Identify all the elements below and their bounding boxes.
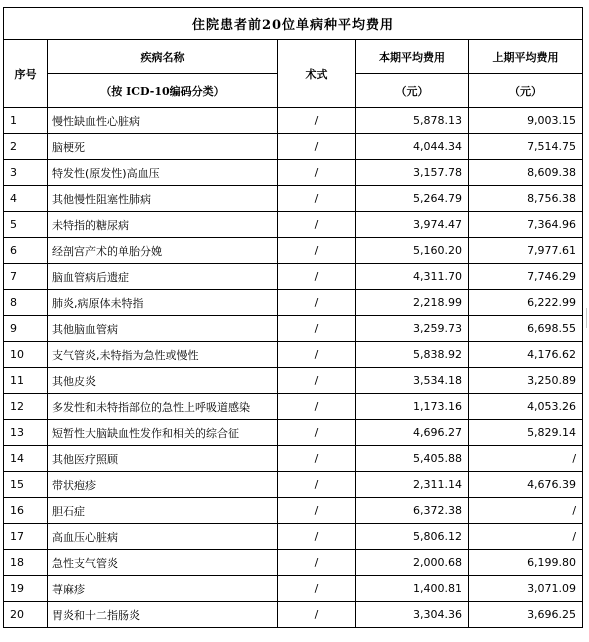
current-avg-cell: 5,838.92 (356, 342, 469, 368)
disease-name-cell: 肺炎,病原体未特指 (48, 290, 278, 316)
row-number: 16 (4, 498, 48, 524)
table-row (4, 368, 583, 394)
current-avg-cell: 3,974.47 (356, 212, 469, 238)
operation-cell: / (278, 264, 356, 290)
current-avg-cell: 3,304.36 (356, 602, 469, 628)
previous-avg-cell: 7,977.61 (469, 238, 583, 264)
disease-name-cell: 未特指的糖尿病 (48, 212, 278, 238)
table-row (4, 264, 583, 290)
header-disease-note: （按 ICD-10编码分类） (48, 74, 278, 108)
table-row (4, 290, 583, 316)
row-number: 14 (4, 446, 48, 472)
table-body (4, 108, 583, 628)
current-avg-cell: 3,534.18 (356, 368, 469, 394)
header-previous-unit: （元） (469, 74, 583, 108)
row-number: 4 (4, 186, 48, 212)
operation-cell: / (278, 342, 356, 368)
row-number: 18 (4, 550, 48, 576)
previous-avg-cell: 6,199.80 (469, 550, 583, 576)
table-row (4, 472, 583, 498)
table-row (4, 524, 583, 550)
current-avg-cell: 2,000.68 (356, 550, 469, 576)
previous-avg-cell: 8,756.38 (469, 186, 583, 212)
operation-cell: / (278, 290, 356, 316)
disease-name-cell: 其他慢性阻塞性肺病 (48, 186, 278, 212)
previous-avg-cell: 4,676.39 (469, 472, 583, 498)
row-number: 17 (4, 524, 48, 550)
current-avg-cell: 5,878.13 (356, 108, 469, 134)
row-number: 7 (4, 264, 48, 290)
operation-cell: / (278, 134, 356, 160)
fee-table (3, 7, 583, 628)
previous-avg-cell: / (469, 498, 583, 524)
table-row (4, 342, 583, 368)
disease-name-cell: 短暂性大脑缺血性发作和相关的综合征 (48, 420, 278, 446)
table-row (4, 576, 583, 602)
table-title: 住院患者前20位单病种平均费用 (4, 8, 583, 40)
disease-name-cell: 其他医疗照顾 (48, 446, 278, 472)
table-row (4, 160, 583, 186)
disease-name-cell: 脑梗死 (48, 134, 278, 160)
operation-cell: / (278, 550, 356, 576)
disease-name-cell: 荨麻疹 (48, 576, 278, 602)
table-row (4, 108, 583, 134)
disease-name-cell: 支气管炎,未特指为急性或慢性 (48, 342, 278, 368)
fee-table-sheet (3, 7, 582, 628)
previous-avg-cell: 3,250.89 (469, 368, 583, 394)
operation-cell: / (278, 602, 356, 628)
current-avg-cell: 6,372.38 (356, 498, 469, 524)
disease-name-cell: 多发性和未特指部位的急性上呼吸道感染 (48, 394, 278, 420)
disease-name-cell: 胆石症 (48, 498, 278, 524)
current-avg-cell: 3,157.78 (356, 160, 469, 186)
row-number: 20 (4, 602, 48, 628)
current-avg-cell: 4,311.70 (356, 264, 469, 290)
previous-avg-cell: 5,829.14 (469, 420, 583, 446)
previous-avg-cell: / (469, 524, 583, 550)
row-number: 3 (4, 160, 48, 186)
header-previous-avg: 上期平均费用 (469, 40, 583, 74)
disease-name-cell: 其他脑血管病 (48, 316, 278, 342)
row-number: 2 (4, 134, 48, 160)
scrollbar-edge (586, 308, 587, 328)
previous-avg-cell: 3,071.09 (469, 576, 583, 602)
row-number: 12 (4, 394, 48, 420)
header-current-unit: （元） (356, 74, 469, 108)
operation-cell: / (278, 160, 356, 186)
row-number: 8 (4, 290, 48, 316)
operation-cell: / (278, 368, 356, 394)
operation-cell: / (278, 498, 356, 524)
previous-avg-cell: 8,609.38 (469, 160, 583, 186)
disease-name-cell: 慢性缺血性心脏病 (48, 108, 278, 134)
previous-avg-cell: 7,514.75 (469, 134, 583, 160)
row-number: 13 (4, 420, 48, 446)
previous-avg-cell: 7,364.96 (469, 212, 583, 238)
operation-cell: / (278, 316, 356, 342)
operation-cell: / (278, 524, 356, 550)
table-row (4, 238, 583, 264)
current-avg-cell: 1,400.81 (356, 576, 469, 602)
disease-name-cell: 其他皮炎 (48, 368, 278, 394)
previous-avg-cell: 3,696.25 (469, 602, 583, 628)
disease-name-cell: 带状疱疹 (48, 472, 278, 498)
table-row (4, 212, 583, 238)
table-row (4, 134, 583, 160)
table-row (4, 394, 583, 420)
previous-avg-cell: / (469, 446, 583, 472)
operation-cell: / (278, 186, 356, 212)
disease-name-cell: 脑血管病后遗症 (48, 264, 278, 290)
current-avg-cell: 3,259.73 (356, 316, 469, 342)
previous-avg-cell: 9,003.15 (469, 108, 583, 134)
header-disease-name: 疾病名称 (48, 40, 278, 74)
previous-avg-cell: 6,698.55 (469, 316, 583, 342)
header-operation: 术式 (278, 40, 356, 108)
table-row (4, 602, 583, 628)
operation-cell: / (278, 238, 356, 264)
current-avg-cell: 5,160.20 (356, 238, 469, 264)
table-row (4, 498, 583, 524)
row-number: 9 (4, 316, 48, 342)
operation-cell: / (278, 576, 356, 602)
disease-name-cell: 高血压心脏病 (48, 524, 278, 550)
current-avg-cell: 2,218.99 (356, 290, 469, 316)
operation-cell: / (278, 446, 356, 472)
current-avg-cell: 5,405.88 (356, 446, 469, 472)
row-number: 19 (4, 576, 48, 602)
disease-name-cell: 急性支气管炎 (48, 550, 278, 576)
table-row (4, 316, 583, 342)
row-number: 5 (4, 212, 48, 238)
previous-avg-cell: 7,746.29 (469, 264, 583, 290)
row-number: 11 (4, 368, 48, 394)
current-avg-cell: 1,173.16 (356, 394, 469, 420)
table-row (4, 420, 583, 446)
current-avg-cell: 5,264.79 (356, 186, 469, 212)
previous-avg-cell: 6,222.99 (469, 290, 583, 316)
operation-cell: / (278, 212, 356, 238)
table-row (4, 550, 583, 576)
row-number: 1 (4, 108, 48, 134)
header-seq: 序号 (4, 40, 48, 108)
operation-cell: / (278, 472, 356, 498)
disease-name-cell: 经剖宫产术的单胎分娩 (48, 238, 278, 264)
current-avg-cell: 4,696.27 (356, 420, 469, 446)
operation-cell: / (278, 108, 356, 134)
row-number: 10 (4, 342, 48, 368)
previous-avg-cell: 4,053.26 (469, 394, 583, 420)
current-avg-cell: 2,311.14 (356, 472, 469, 498)
header-current-avg: 本期平均费用 (356, 40, 469, 74)
operation-cell: / (278, 394, 356, 420)
row-number: 6 (4, 238, 48, 264)
table-row (4, 186, 583, 212)
disease-name-cell: 胃炎和十二指肠炎 (48, 602, 278, 628)
operation-cell: / (278, 420, 356, 446)
disease-name-cell: 特发性(原发性)高血压 (48, 160, 278, 186)
table-row (4, 446, 583, 472)
current-avg-cell: 5,806.12 (356, 524, 469, 550)
row-number: 15 (4, 472, 48, 498)
current-avg-cell: 4,044.34 (356, 134, 469, 160)
previous-avg-cell: 4,176.62 (469, 342, 583, 368)
